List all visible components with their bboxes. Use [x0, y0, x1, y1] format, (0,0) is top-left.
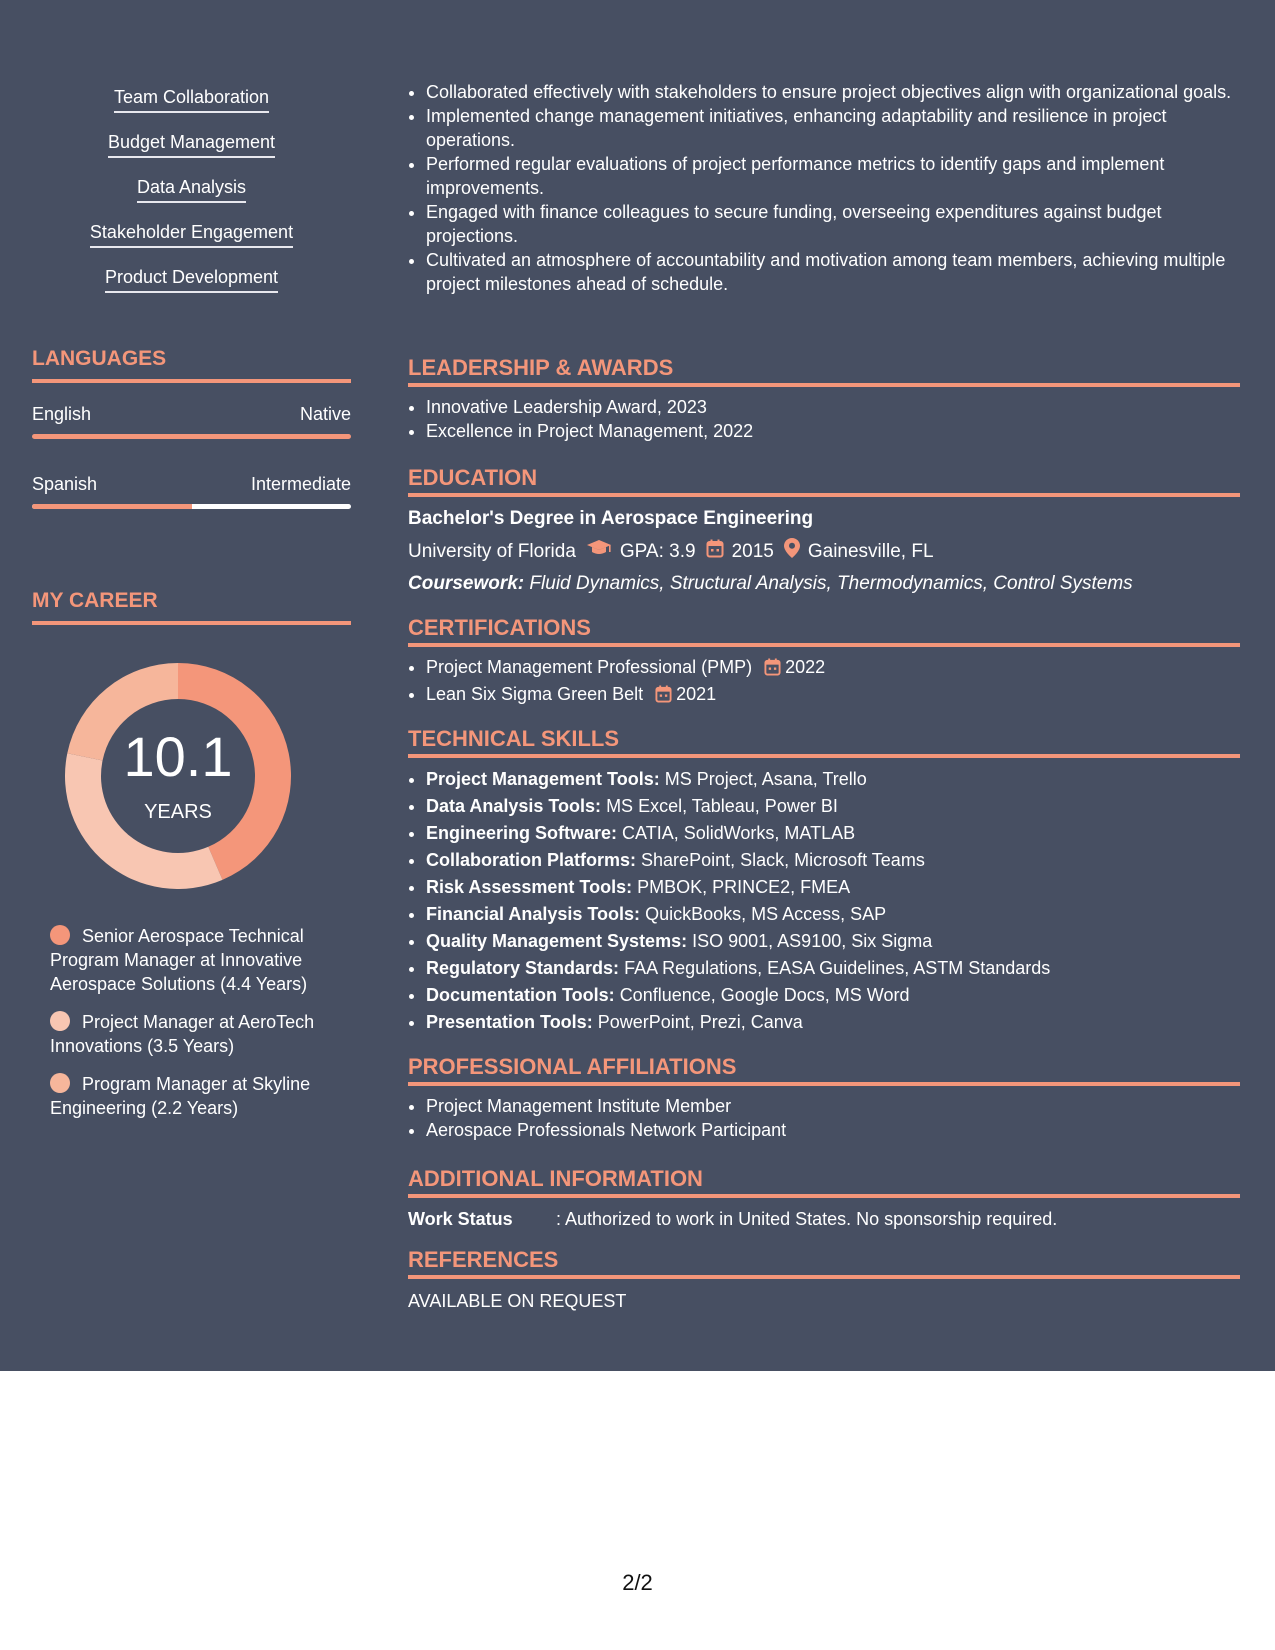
tech-skill-value: MS Project, Asana, Trello	[664, 769, 867, 789]
coursework-label: Coursework:	[408, 573, 525, 594]
experience-bullet: • Implemented change management initiatives, enhancing adaptability and resilience in project operations.	[426, 104, 1240, 152]
tech-skill-item	[426, 793, 1240, 820]
tech-skill-label: Project Management Tools:	[426, 769, 660, 789]
graduation-cap-icon	[586, 539, 612, 564]
additional-info-heading: ADDITIONAL INFORMATION	[408, 1165, 1240, 1198]
degree-title: Bachelor's Degree in Aerospace Engineering	[408, 508, 814, 529]
career-dot-icon	[50, 1011, 70, 1031]
tech-skill-value: Confluence, Google Docs, MS Word	[619, 985, 910, 1005]
career-legend	[50, 924, 340, 1134]
tech-skill-value: CATIA, SolidWorks, MATLAB	[622, 823, 856, 843]
experience-bullet: • Collaborated effectively with stakeholders to ensure project objectives align with organizational goals.	[426, 80, 1240, 104]
skill-item	[32, 221, 351, 266]
career-item	[50, 1010, 340, 1058]
work-status-value: : Authorized to work in United States. No sponsorship required.	[556, 1209, 1058, 1229]
work-status-label: Work Status	[408, 1209, 513, 1229]
career-heading: MY CAREER	[32, 588, 351, 625]
career-total-value: 10.1	[123, 725, 233, 788]
coursework	[408, 572, 1240, 596]
tech-skill-label: Quality Management Systems:	[426, 931, 688, 951]
career-dot-icon	[50, 925, 70, 945]
references-text: AVAILABLE ON REQUEST	[408, 1291, 627, 1311]
career-dot-icon	[50, 1073, 70, 1093]
certification-item	[426, 682, 1240, 709]
award-item: • Innovative Leadership Award, 2023	[426, 395, 1240, 419]
language-level: Native	[299, 404, 351, 424]
certification-name: Project Management Professional (PMP)	[426, 657, 753, 677]
skills-list	[32, 86, 351, 311]
language-name: English	[32, 404, 92, 424]
experience-bullet: • Cultivated an atmosphere of accountability and motivation among team members, achieving multiple project milestones ahead of schedule.	[426, 248, 1240, 296]
tech-skill-item	[426, 928, 1240, 955]
language-level: Intermediate	[250, 474, 351, 494]
tech-skill-label: Documentation Tools:	[426, 985, 615, 1005]
tech-skill-item	[426, 847, 1240, 874]
skill-label: Stakeholder Engagement	[90, 221, 293, 248]
tech-skill-value: ISO 9001, AS9100, Six Sigma	[692, 931, 933, 951]
tech-skill-label: Data Analysis Tools:	[426, 796, 602, 816]
language-bar-english	[32, 434, 351, 439]
language-row-spanish	[32, 474, 351, 495]
awards-section	[408, 354, 1240, 443]
language-bar-spanish	[32, 504, 351, 509]
tech-skill-item	[426, 955, 1240, 982]
tech-skill-label: Collaboration Platforms:	[426, 850, 637, 870]
gpa: GPA: 3.9	[619, 540, 696, 562]
skill-item	[32, 176, 351, 221]
tech-skill-item	[426, 874, 1240, 901]
affiliations-heading: PROFESSIONAL AFFILIATIONS	[408, 1053, 1240, 1086]
tech-skill-value: SharePoint, Slack, Microsoft Teams	[641, 850, 925, 870]
affiliation-item: • Project Management Institute Member	[426, 1094, 1240, 1118]
coursework-list: Fluid Dynamics, Structural Analysis, Thermodynamics, Control Systems	[529, 573, 1133, 594]
education-meta	[408, 538, 1240, 565]
certifications-heading: CERTIFICATIONS	[408, 614, 1240, 647]
language-name: Spanish	[32, 474, 98, 494]
location-pin-icon	[784, 538, 800, 565]
career-item-text: Program Manager at Skyline Engineering (2.2 Years)	[50, 1074, 311, 1118]
education-section	[408, 464, 1240, 596]
certification-year: 2021	[676, 684, 717, 704]
affiliation-item: • Aerospace Professionals Network Participant	[426, 1118, 1240, 1142]
experience-bullet: • Engaged with finance colleagues to secure funding, overseeing expenditures against budget projections.	[426, 200, 1240, 248]
tech-skill-item	[426, 982, 1240, 1009]
school-name: University of Florida	[408, 540, 576, 562]
skill-item	[32, 266, 351, 311]
certification-year: 2022	[785, 657, 826, 677]
tech-skill-label: Regulatory Standards:	[426, 958, 620, 978]
career-total-unit: YEARS	[144, 801, 212, 823]
calendar-icon	[706, 539, 724, 565]
tech-skill-item	[426, 901, 1240, 928]
tech-skill-label: Engineering Software:	[426, 823, 618, 843]
language-bar-fill	[32, 504, 192, 509]
awards-heading: LEADERSHIP & AWARDS	[408, 354, 1240, 387]
career-item-text: Project Manager at AeroTech Innovations (3.5 Years)	[50, 1012, 315, 1056]
language-bar-fill	[32, 434, 351, 439]
page-number: 2/2	[622, 1570, 653, 1595]
tech-skill-value: QuickBooks, MS Access, SAP	[645, 904, 887, 924]
tech-skill-value: PowerPoint, Prezi, Canva	[597, 1012, 803, 1032]
tech-skill-label: Presentation Tools:	[426, 1012, 593, 1032]
award-item: • Excellence in Project Management, 2022	[426, 419, 1240, 443]
references-heading: REFERENCES	[408, 1246, 1240, 1279]
tech-skill-label: Financial Analysis Tools:	[426, 904, 641, 924]
additional-info-section	[408, 1165, 1240, 1231]
certification-name: Lean Six Sigma Green Belt	[426, 684, 644, 704]
school-location: Gainesville, FL	[807, 540, 934, 562]
calendar-icon	[655, 685, 672, 709]
tech-skill-item	[426, 1009, 1240, 1036]
skill-label: Product Development	[105, 266, 278, 293]
certifications-section	[408, 614, 1240, 709]
tech-skill-value: PMBOK, PRINCE2, FMEA	[637, 877, 851, 897]
skill-item	[32, 131, 351, 176]
work-status-row	[408, 1207, 1240, 1231]
tech-skill-value: MS Excel, Tableau, Power BI	[606, 796, 838, 816]
technical-skills-heading: TECHNICAL SKILLS	[408, 725, 1240, 758]
skill-item	[32, 86, 351, 131]
skill-label: Team Collaboration	[114, 86, 269, 113]
tech-skill-label: Risk Assessment Tools:	[426, 877, 633, 897]
tech-skill-value: FAA Regulations, EASA Guidelines, ASTM Standards	[624, 958, 1051, 978]
career-donut-chart	[65, 663, 291, 889]
graduation-year: 2015	[731, 540, 774, 562]
language-row-english	[32, 404, 351, 425]
experience-bullet: • Performed regular evaluations of project performance metrics to identify gaps and implement improvements.	[426, 152, 1240, 200]
skill-label: Data Analysis	[137, 176, 246, 203]
skill-label: Budget Management	[108, 131, 275, 158]
affiliations-section	[408, 1053, 1240, 1142]
technical-skills-section	[408, 725, 1240, 1036]
career-item	[50, 1072, 340, 1120]
tech-skill-item	[426, 820, 1240, 847]
references-section	[408, 1246, 1240, 1313]
certification-item	[426, 655, 1240, 682]
career-item	[50, 924, 340, 996]
experience-bullets	[408, 80, 1240, 296]
calendar-icon	[764, 658, 781, 682]
tech-skill-item	[426, 766, 1240, 793]
career-item-text: Senior Aerospace Technical Program Manager at Innovative Aerospace Solutions (4.4 Years)	[50, 926, 308, 994]
education-heading: EDUCATION	[408, 464, 1240, 497]
languages-heading: LANGUAGES	[32, 346, 351, 383]
